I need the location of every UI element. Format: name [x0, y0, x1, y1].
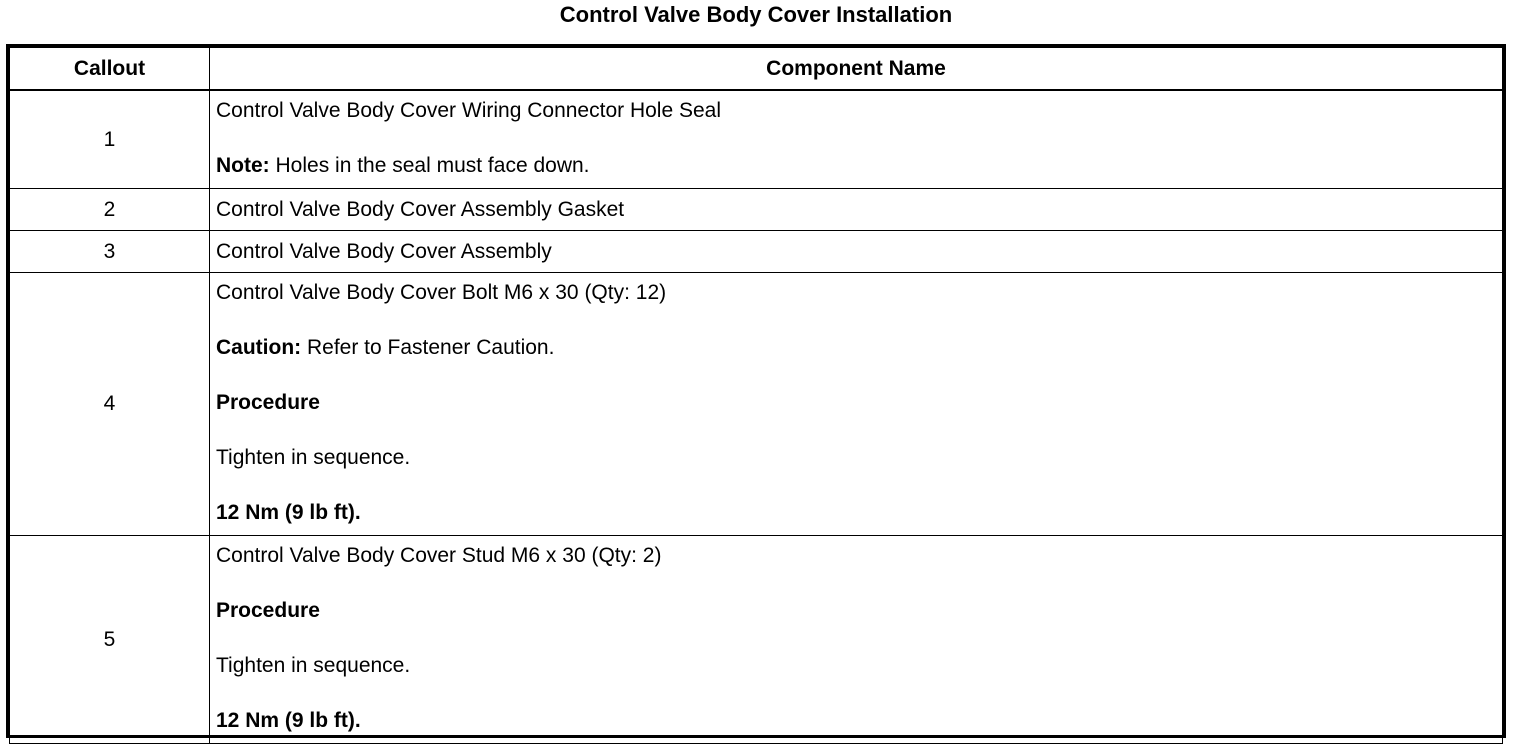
- component-cell: [210, 189, 1503, 231]
- procedure-text: Tighten in sequence.: [216, 446, 411, 469]
- component-cell: [210, 273, 1503, 536]
- component-name: Control Valve Body Cover Bolt M6 x 30 (Qty: 12): [216, 281, 667, 304]
- caution-text: Refer to Fastener Caution.: [301, 336, 555, 359]
- note-text: Holes in the seal must face down.: [269, 154, 590, 177]
- component-cell: [210, 90, 1503, 189]
- torque-spec: [216, 493, 1502, 535]
- components-table: [6, 44, 1506, 738]
- table-row: [10, 231, 1503, 273]
- table-header-row: [10, 48, 1503, 91]
- procedure-heading: [216, 383, 1502, 438]
- table-row: [10, 273, 1503, 536]
- page-title: Control Valve Body Cover Installation: [559, 2, 953, 27]
- callout-cell: 1: [10, 90, 210, 189]
- component-cell: [210, 536, 1503, 744]
- procedure-label: Procedure: [216, 599, 320, 622]
- component-name: Control Valve Body Cover Assembly: [216, 240, 552, 263]
- table-row: [10, 189, 1503, 231]
- torque-spec: [216, 701, 1502, 743]
- caution-label: Caution:: [216, 336, 302, 359]
- torque-value: 12 Nm (9 lb ft).: [216, 709, 361, 732]
- callout-cell: 5: [10, 536, 210, 744]
- procedure-label: Procedure: [216, 391, 320, 414]
- torque-value: 12 Nm (9 lb ft).: [216, 501, 361, 524]
- header-component-name: Component Name: [210, 48, 1503, 91]
- caution-line: [216, 328, 1502, 383]
- callout-cell: 2: [10, 189, 210, 231]
- callout-cell: 3: [10, 231, 210, 273]
- procedure-heading: [216, 591, 1502, 646]
- procedure-text: Tighten in sequence.: [216, 654, 411, 677]
- component-cell: [210, 231, 1503, 273]
- component-name: Control Valve Body Cover Wiring Connector Hole Seal: [216, 99, 722, 122]
- component-name: Control Valve Body Cover Stud M6 x 30 (Qty: 2): [216, 544, 662, 567]
- component-name: Control Valve Body Cover Assembly Gasket: [216, 198, 625, 221]
- callout-cell: 4: [10, 273, 210, 536]
- note-label: Note:: [216, 154, 270, 177]
- header-callout: Callout: [10, 48, 210, 91]
- table-row: [10, 536, 1503, 744]
- table-row: [10, 90, 1503, 189]
- note-line: [216, 146, 1502, 188]
